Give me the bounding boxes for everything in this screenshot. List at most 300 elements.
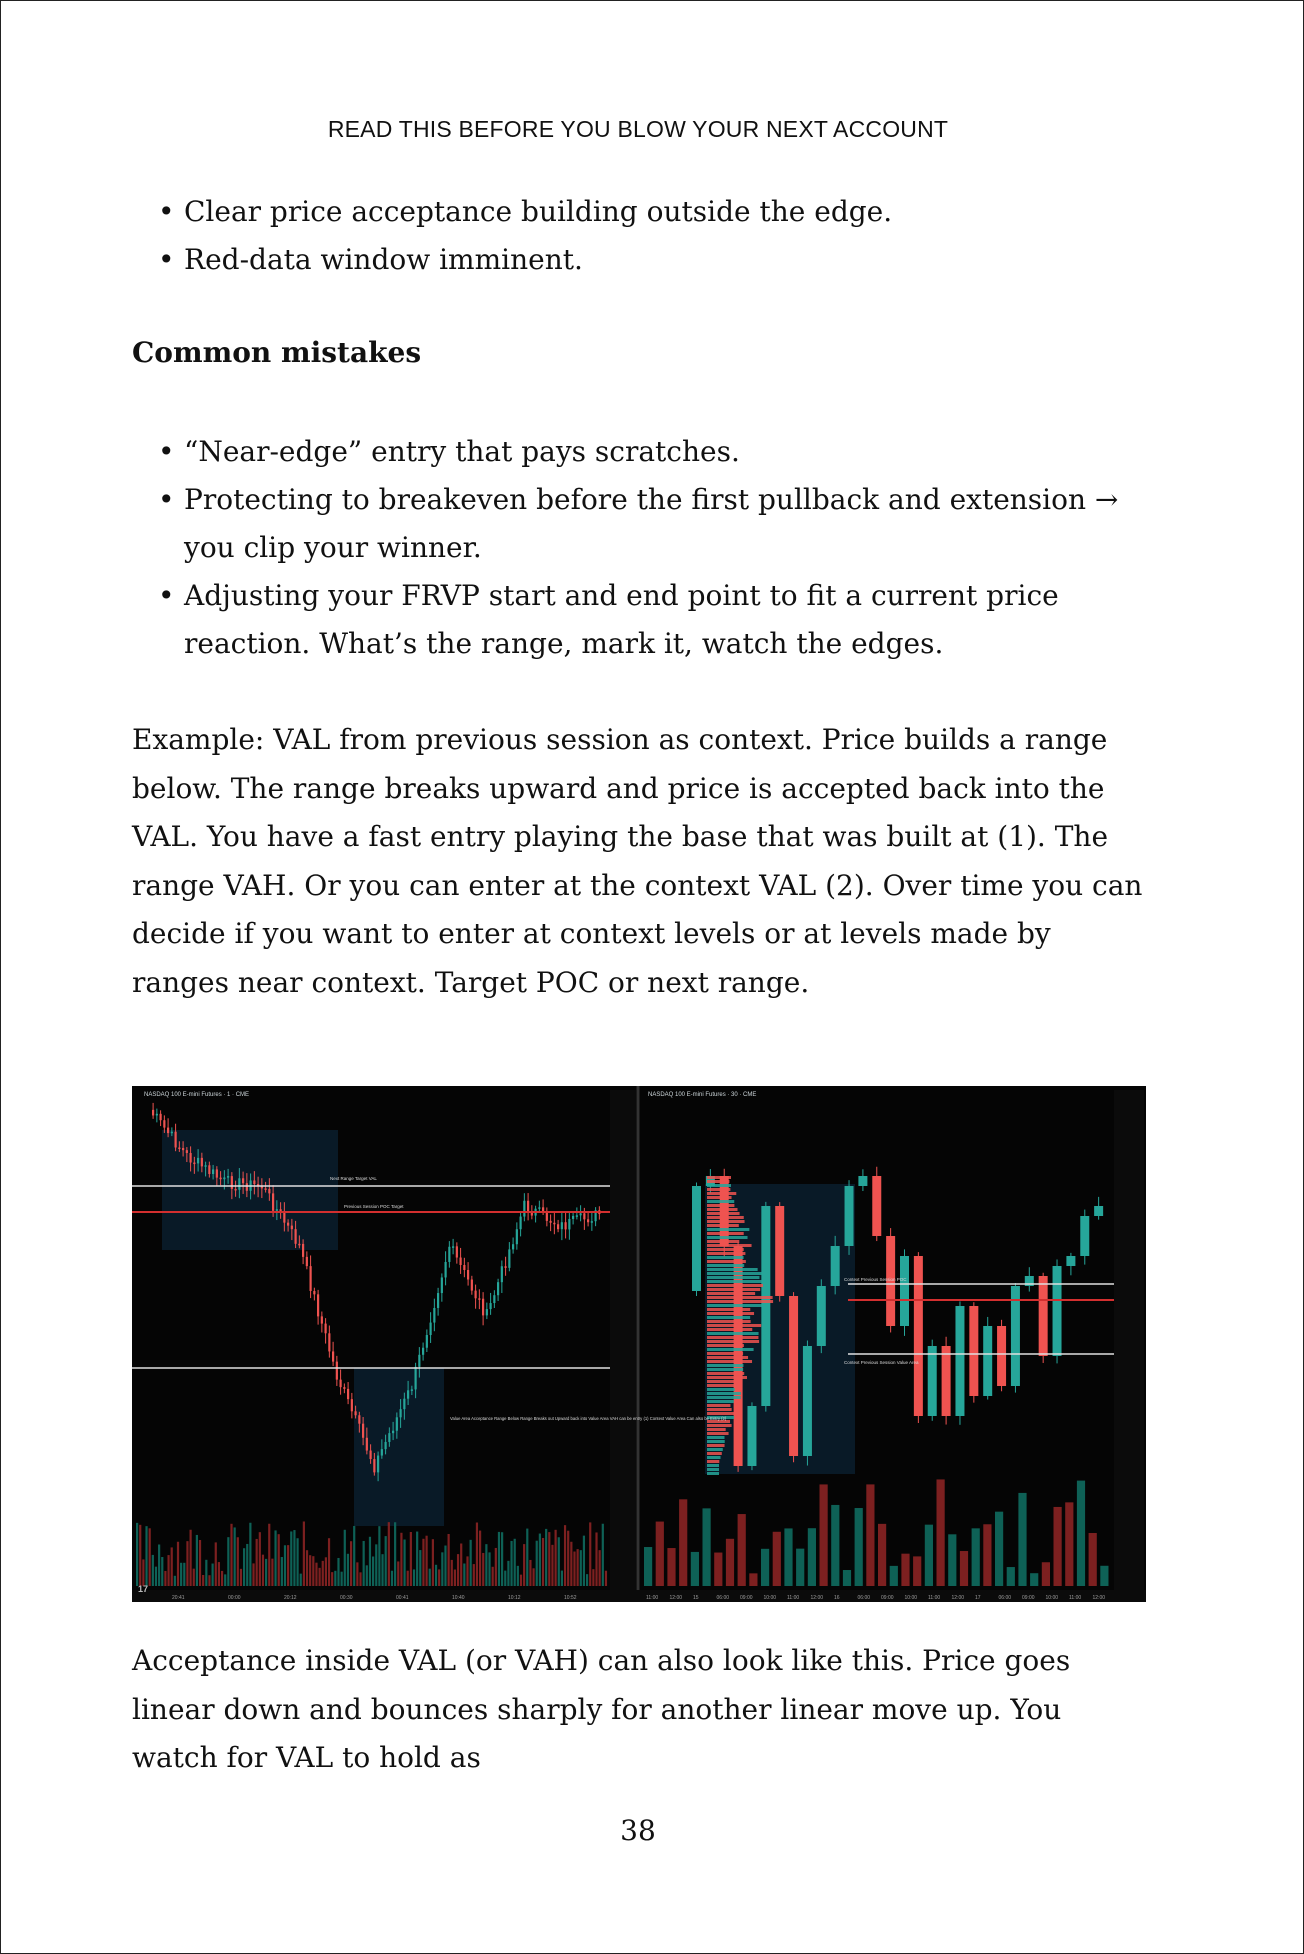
annotation-context-poc: Context Previous Session POC	[844, 1277, 907, 1282]
candle-body	[355, 1411, 357, 1415]
volume-bar	[363, 1541, 365, 1586]
candle-body	[220, 1178, 222, 1180]
volume-bar	[177, 1542, 179, 1586]
volume-bar	[570, 1542, 572, 1586]
volume-bar	[558, 1537, 560, 1586]
profile-bar	[707, 1180, 729, 1183]
candle-body	[557, 1224, 559, 1229]
volume-bar	[218, 1562, 220, 1586]
volume-bar	[347, 1554, 349, 1586]
volume-bar	[1100, 1566, 1108, 1586]
profile-bar	[707, 1292, 755, 1295]
volume-bar	[234, 1527, 236, 1586]
volume-bar	[529, 1560, 531, 1586]
profile-bar	[707, 1340, 759, 1343]
volume-bar	[589, 1522, 591, 1586]
volume-bar	[482, 1553, 484, 1586]
profile-bar	[707, 1432, 729, 1435]
profile-bar	[707, 1228, 749, 1231]
candle-body	[942, 1346, 951, 1416]
volume-bar	[372, 1556, 374, 1586]
page-number: 38	[620, 1814, 656, 1847]
candle-body	[175, 1132, 177, 1148]
time-label: 09:00	[740, 1595, 753, 1601]
time-label: 20:12	[284, 1595, 297, 1601]
volume-bar	[252, 1563, 254, 1586]
bullet-text: Protecting to breakeven before the first pullback and extension → you clip your winner.	[184, 483, 1119, 564]
volume-bar	[293, 1530, 295, 1586]
time-label: 06:00	[857, 1595, 871, 1601]
time-label: 11:00	[787, 1595, 800, 1601]
volume-bar	[296, 1538, 298, 1586]
volume-bar	[466, 1556, 468, 1586]
profile-bar	[707, 1436, 725, 1439]
volume-bar	[432, 1539, 434, 1586]
closing-paragraph: Acceptance inside VAL (or VAH) can also look like this. Price goes linear down and bounces sharply for another linear move up. You watch for VAL to hold as	[132, 1644, 1071, 1774]
volume-bar	[359, 1572, 361, 1586]
profile-bar	[707, 1252, 745, 1255]
volume-bar	[149, 1528, 151, 1586]
time-label: 12:00	[810, 1595, 824, 1601]
volume-bar	[385, 1536, 387, 1586]
profile-bar	[707, 1472, 719, 1475]
volume-bar	[410, 1532, 412, 1586]
volume-bar	[1042, 1562, 1050, 1586]
candle-body	[160, 1114, 162, 1120]
candle-body	[493, 1295, 495, 1303]
profile-bar	[707, 1192, 736, 1195]
volume-bar	[448, 1534, 450, 1586]
volume-bar	[278, 1534, 280, 1586]
annotation-previous-poc: Previous Session POC Target	[344, 1204, 404, 1209]
volume-bar	[843, 1570, 851, 1586]
candle-body	[460, 1258, 462, 1265]
time-label: 11:00	[646, 1595, 659, 1601]
candle-body	[430, 1323, 432, 1335]
volume-bar	[224, 1574, 226, 1586]
profile-bar	[707, 1344, 744, 1347]
volume-bar	[205, 1560, 207, 1586]
candle-body	[156, 1114, 158, 1116]
candle-body	[542, 1207, 544, 1211]
volume-bar	[328, 1538, 330, 1586]
volume-bar	[375, 1544, 377, 1586]
volume-bar	[820, 1484, 828, 1586]
time-label: 10:00	[904, 1595, 918, 1601]
volume-bar	[334, 1571, 336, 1586]
candle-body	[163, 1120, 165, 1127]
profile-bar	[707, 1328, 752, 1331]
candle-body	[190, 1153, 192, 1163]
profile-bar	[707, 1464, 719, 1467]
profile-bar	[707, 1356, 748, 1359]
volume-bar	[761, 1549, 769, 1586]
time-label: 06:00	[716, 1595, 730, 1601]
volume-bar	[599, 1550, 601, 1586]
candle-body	[471, 1280, 473, 1291]
volume-bar	[391, 1571, 393, 1586]
volume-bar	[337, 1558, 339, 1586]
volume-bar	[381, 1554, 383, 1586]
candle-body	[411, 1389, 413, 1391]
volume-bar	[356, 1562, 358, 1586]
volume-bar	[583, 1536, 585, 1586]
volume-bar	[142, 1559, 144, 1586]
candle-body	[463, 1265, 465, 1270]
candle-body	[497, 1282, 499, 1295]
common-mistakes-list	[132, 428, 1172, 668]
volume-bar	[309, 1555, 311, 1586]
candle-body	[400, 1409, 402, 1417]
candle-body	[747, 1406, 756, 1466]
volume-bar	[145, 1526, 147, 1586]
time-label: 12:00	[1092, 1595, 1106, 1601]
candle-body	[396, 1417, 398, 1430]
volume-bar	[155, 1567, 157, 1586]
volume-bar	[171, 1547, 173, 1586]
candle-body	[407, 1390, 409, 1398]
candle-body	[550, 1221, 552, 1223]
volume-bar	[164, 1571, 166, 1586]
volume-bar	[773, 1532, 781, 1586]
volume-bar	[972, 1528, 980, 1586]
profile-bar	[707, 1236, 748, 1239]
volume-bar	[539, 1534, 541, 1586]
candle-body	[1039, 1276, 1048, 1356]
volume-bar	[1065, 1502, 1073, 1586]
candle-body	[516, 1229, 518, 1244]
volume-bar	[158, 1544, 160, 1586]
volume-bar	[948, 1534, 956, 1586]
profile-bar	[707, 1256, 744, 1259]
candle-body	[692, 1186, 701, 1291]
time-label: 20:41	[172, 1595, 185, 1601]
volume-bar	[425, 1536, 427, 1586]
profile-bar	[707, 1244, 752, 1247]
volume-bar	[353, 1526, 355, 1586]
volume-bar	[901, 1554, 909, 1586]
candle-body	[328, 1333, 330, 1351]
candle-body	[583, 1213, 585, 1219]
volume-bar	[586, 1574, 588, 1586]
volume-bar	[249, 1523, 251, 1586]
tradingview-logo-icon: 17	[138, 1584, 149, 1594]
profile-bar	[707, 1216, 744, 1219]
volume-bar	[517, 1566, 519, 1586]
volume-bar	[573, 1552, 575, 1586]
candle-body	[845, 1186, 854, 1246]
section-heading: Common mistakes	[132, 336, 422, 369]
volume-bar	[726, 1539, 734, 1586]
candle-body	[370, 1451, 372, 1460]
candle-body	[561, 1222, 563, 1229]
bullet-text: Red-data window imminent.	[184, 243, 583, 276]
volume-bar	[202, 1575, 204, 1586]
candle-body	[268, 1189, 270, 1193]
volume-bar	[492, 1567, 494, 1586]
candle-body	[227, 1176, 229, 1178]
volume-bar	[925, 1525, 933, 1586]
profile-bar	[707, 1468, 719, 1471]
candle-body	[512, 1244, 514, 1249]
profile-bar	[707, 1424, 732, 1427]
candle-body	[291, 1226, 293, 1230]
bullet-text: “Near-edge” entry that pays scratches.	[184, 435, 740, 468]
volume-bar	[457, 1554, 459, 1586]
candle-body	[392, 1431, 394, 1433]
candle-body	[265, 1188, 267, 1190]
volume-bar	[344, 1530, 346, 1586]
time-label: 00:00	[228, 1595, 241, 1601]
volume-bar	[186, 1541, 188, 1586]
profile-bar	[707, 1336, 758, 1339]
volume-bar	[212, 1564, 214, 1586]
volume-bar	[485, 1544, 487, 1586]
left-price-axis	[610, 1090, 636, 1590]
list-item	[132, 476, 1172, 572]
volume-bar	[577, 1549, 579, 1586]
volume-bar	[196, 1535, 198, 1586]
volume-bar	[322, 1561, 324, 1586]
volume-bar	[542, 1538, 544, 1586]
volume-bar	[230, 1524, 232, 1586]
trading-chart-figure	[132, 1086, 1146, 1602]
candle-body	[426, 1335, 428, 1348]
volume-bar	[136, 1523, 138, 1586]
left-symbol-title: NASDAQ 100 E-mini Futures · 1 · CME	[144, 1092, 250, 1098]
volume-bar	[378, 1526, 380, 1586]
volume-bar	[246, 1544, 248, 1586]
profile-bar	[707, 1372, 744, 1375]
candle-body	[969, 1306, 978, 1396]
candle-body	[388, 1433, 390, 1442]
profile-bar	[707, 1404, 730, 1407]
time-label: 15	[693, 1595, 699, 1601]
volume-bar	[488, 1552, 490, 1586]
bullet-text: Clear price acceptance building outside the edge.	[184, 195, 893, 228]
profile-bar	[707, 1296, 773, 1299]
time-axis	[132, 1590, 1146, 1602]
volume-bar	[454, 1570, 456, 1586]
candle-body	[441, 1277, 443, 1293]
right-price-axis	[1114, 1090, 1144, 1590]
profile-bar	[707, 1184, 731, 1187]
volume-bar	[366, 1565, 368, 1586]
volume-bar	[564, 1525, 566, 1586]
candle-body	[321, 1316, 323, 1323]
candle-body	[997, 1326, 1006, 1386]
candle-body	[456, 1246, 458, 1257]
candle-body	[478, 1298, 480, 1300]
candle-body	[306, 1257, 308, 1266]
candle-body	[216, 1169, 218, 1177]
volume-bar	[407, 1571, 409, 1586]
volume-bar	[215, 1542, 217, 1586]
profile-bar	[707, 1324, 761, 1327]
profile-bar	[707, 1312, 754, 1315]
bullet-glyph: •	[158, 483, 175, 516]
volume-bar	[808, 1528, 816, 1586]
time-label: 00:30	[340, 1595, 353, 1601]
profile-bar	[707, 1408, 732, 1411]
volume-bar	[995, 1512, 1003, 1586]
volume-bar	[441, 1552, 443, 1586]
candle-body	[445, 1262, 447, 1277]
candle-body	[1053, 1266, 1062, 1356]
candle-body	[900, 1256, 909, 1326]
candle-body	[212, 1169, 214, 1174]
volume-bar	[866, 1484, 874, 1586]
volume-bar	[403, 1539, 405, 1586]
volume-bar	[331, 1572, 333, 1586]
volume-bar	[419, 1550, 421, 1586]
volume-bar	[237, 1537, 239, 1586]
volume-bar	[315, 1563, 317, 1586]
profile-bar	[707, 1260, 746, 1263]
candle-body	[415, 1367, 417, 1390]
candle-body	[501, 1266, 503, 1282]
candle-body	[1080, 1216, 1089, 1256]
candle-body	[310, 1266, 312, 1291]
candle-body	[276, 1209, 278, 1211]
candle-body	[340, 1380, 342, 1388]
volume-bar	[274, 1530, 276, 1586]
candle-body	[193, 1163, 195, 1165]
volume-bar	[1077, 1481, 1085, 1586]
profile-bar	[707, 1188, 730, 1191]
time-label: 06:00	[998, 1595, 1012, 1601]
candle-body	[789, 1296, 798, 1456]
candle-body	[576, 1215, 578, 1217]
volume-bar	[259, 1532, 261, 1586]
volume-bar	[300, 1574, 302, 1586]
candle-body	[872, 1176, 881, 1236]
profile-bar	[707, 1456, 721, 1459]
candle-body	[538, 1207, 540, 1209]
volume-bar	[284, 1545, 286, 1586]
time-label: 12:00	[951, 1595, 965, 1601]
time-label: 10:40	[452, 1595, 465, 1601]
time-label: 17	[975, 1595, 981, 1601]
volume-bar	[473, 1564, 475, 1586]
candle-body	[313, 1291, 315, 1294]
volume-bar	[350, 1541, 352, 1586]
profile-bar	[707, 1264, 744, 1267]
volume-bar	[240, 1569, 242, 1586]
candle-body	[505, 1266, 507, 1268]
volume-bar	[679, 1499, 687, 1586]
volume-bar	[394, 1522, 396, 1586]
volume-bar	[495, 1548, 497, 1586]
time-label: 00:41	[396, 1595, 409, 1601]
volume-bar	[268, 1524, 270, 1586]
volume-bar	[325, 1557, 327, 1586]
volume-bar	[656, 1522, 664, 1586]
candle-body	[858, 1176, 867, 1186]
candle-body	[205, 1165, 207, 1167]
profile-bar	[707, 1308, 750, 1311]
candle-body	[523, 1201, 525, 1217]
profile-bar	[707, 1276, 759, 1279]
candle-body	[283, 1212, 285, 1222]
bullet-list-top	[132, 188, 1172, 284]
volume-bar	[152, 1555, 154, 1586]
volume-bar	[369, 1537, 371, 1586]
volume-bar	[1030, 1573, 1038, 1586]
profile-bar	[707, 1240, 739, 1243]
volume-bar	[501, 1532, 503, 1586]
candle-body	[298, 1244, 300, 1246]
profile-bar	[707, 1224, 739, 1227]
bullet-glyph: •	[158, 579, 175, 612]
volume-bar	[526, 1529, 528, 1586]
candle-body	[452, 1246, 454, 1248]
volume-bar	[605, 1571, 607, 1586]
candle-body	[178, 1148, 180, 1150]
volume-bar	[937, 1479, 945, 1586]
profile-bar	[707, 1400, 734, 1403]
profile-bar	[707, 1428, 726, 1431]
candle-body	[1066, 1256, 1075, 1266]
candle-body	[351, 1399, 353, 1411]
volume-bar	[416, 1532, 418, 1586]
candle-body	[467, 1270, 469, 1279]
profile-bar	[707, 1396, 741, 1399]
volume-bar	[463, 1563, 465, 1586]
candle-body	[238, 1178, 240, 1189]
profile-bar	[707, 1232, 744, 1235]
volume-bar	[890, 1566, 898, 1586]
volume-bar	[189, 1530, 191, 1586]
bullet-glyph: •	[158, 435, 175, 468]
candle-body	[362, 1424, 364, 1438]
profile-bar	[707, 1380, 736, 1383]
volume-bar	[319, 1568, 321, 1586]
candle-body	[831, 1246, 840, 1286]
volume-bar	[580, 1550, 582, 1586]
candle-body	[325, 1324, 327, 1334]
candle-body	[475, 1291, 477, 1299]
candle-body	[246, 1183, 248, 1191]
volume-bar	[388, 1522, 390, 1586]
candle-body	[448, 1247, 450, 1262]
time-label: 09:00	[1022, 1595, 1035, 1601]
candle-body	[358, 1415, 360, 1423]
profile-bar	[707, 1376, 747, 1379]
annotation-next-range-target: Next Range Target VAL	[330, 1176, 377, 1181]
volume-bar	[504, 1571, 506, 1586]
candle-body	[403, 1399, 405, 1409]
volume-bar	[510, 1541, 512, 1586]
candle-body	[955, 1306, 964, 1416]
candle-body	[208, 1165, 210, 1174]
candle-body	[242, 1178, 244, 1183]
profile-bar	[707, 1332, 759, 1335]
candle-body	[553, 1223, 555, 1225]
volume-bar	[193, 1569, 195, 1586]
candle-body	[775, 1206, 784, 1296]
candle-body	[565, 1222, 567, 1229]
list-item	[132, 236, 1172, 284]
example-paragraph: Example: VAL from previous session as context. Price builds a range below. The range breaks upward and price is accepted back into the VAL. You have a fast entry playing the base that was built at (1). The range VAH. Or you can enter at the context VAL (2). Over time you can decide if you want to enter at context levels or at levels made by ranges near context. Target POC or next range.	[132, 723, 1143, 999]
profile-bar	[707, 1444, 725, 1447]
volume-bar	[306, 1550, 308, 1586]
chart-figure-svg	[132, 1086, 1146, 1602]
profile-bar	[707, 1196, 732, 1199]
candle-body	[568, 1219, 570, 1229]
volume-bar	[555, 1530, 557, 1586]
profile-bar	[707, 1304, 769, 1307]
